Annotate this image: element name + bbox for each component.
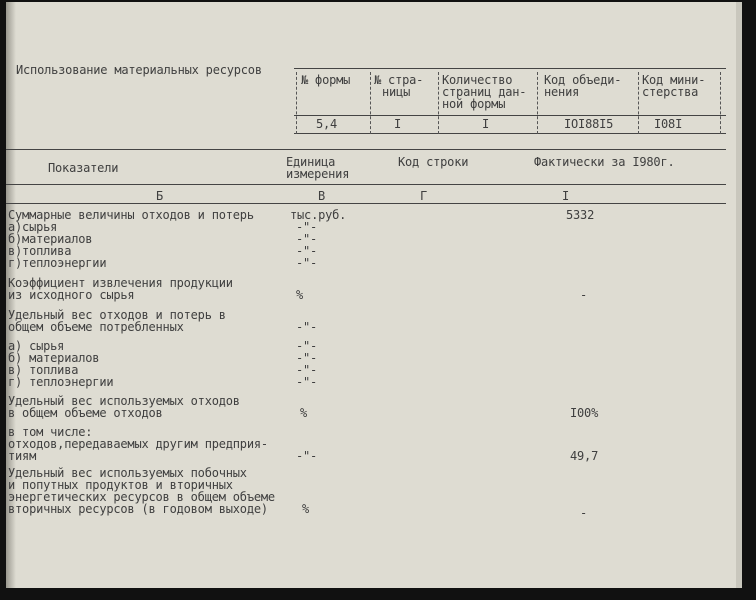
- row-used-waste-share-unit: %: [300, 406, 308, 420]
- row-total-waste-value: 5332: [566, 208, 595, 222]
- row-raw-materials: а)сырья: [8, 220, 58, 234]
- ditto-mark: -"-: [296, 256, 318, 270]
- header-table-divider: [296, 72, 297, 134]
- ditto-mark: -"-: [296, 220, 318, 234]
- row-extraction-coefficient: из исходного сырья: [8, 288, 135, 302]
- association-code-value: IOI88I5: [564, 117, 614, 131]
- ditto-mark: -"-: [296, 244, 318, 258]
- row-byproduct-share: и попутных продуктов и вторичных: [8, 478, 233, 492]
- header-table-divider: [720, 72, 721, 134]
- main-table-top-border: [6, 149, 726, 150]
- column-letter: В: [318, 189, 326, 203]
- header-table-bottom-border: [294, 133, 726, 134]
- header-page-number: № стра-: [374, 73, 424, 87]
- row-raw-materials: а) сырья: [8, 339, 65, 353]
- column-header-divider: [6, 184, 726, 185]
- row-total-waste-unit: тыс.руб.: [290, 208, 347, 222]
- header-page-number: ницы: [382, 85, 411, 99]
- ditto-mark: -"-: [296, 232, 318, 246]
- column-header-unit: измерения: [286, 167, 350, 181]
- column-letter: I: [562, 189, 570, 203]
- column-header-indicators: Показатели: [48, 161, 119, 175]
- header-table-mid-border: [294, 115, 726, 116]
- row-used-waste-share: в общем объеме отходов: [8, 406, 163, 420]
- page-number-value: I: [394, 117, 402, 131]
- row-byproduct-share: вторичных ресурсов (в годовом выходе): [8, 502, 268, 516]
- header-ministry-code: стерства: [642, 85, 699, 99]
- row-transferred-waste: тиям: [8, 449, 37, 463]
- row-waste-share: Удельный вес отходов и потерь в: [8, 308, 226, 322]
- row-transferred-waste-value: 49,7: [570, 449, 599, 463]
- page-edge: [736, 2, 742, 588]
- document-title: Использование материальных ресурсов: [16, 63, 262, 77]
- header-association-code: Код объеди-: [544, 73, 622, 87]
- row-used-waste-share-value: I00%: [570, 406, 599, 420]
- column-letter: Г: [420, 189, 428, 203]
- ministry-code-value: I08I: [654, 117, 683, 131]
- header-table-divider: [438, 72, 439, 134]
- header-form-number: № формы: [301, 73, 351, 87]
- row-waste-share: общем объеме потребленных: [8, 320, 184, 334]
- row-byproduct-share-unit: %: [302, 502, 310, 516]
- document-page: [6, 2, 742, 588]
- header-table-divider: [638, 72, 639, 134]
- form-number-value: 5,4: [316, 117, 338, 131]
- row-byproduct-share: энергетических ресурсов в общем объеме: [8, 490, 275, 504]
- row-materials: б) материалов: [8, 351, 100, 365]
- row-extraction-coefficient-unit: %: [296, 288, 304, 302]
- header-association-code: нения: [544, 85, 580, 99]
- row-extraction-coefficient: Коэффициент извлечения продукции: [8, 276, 233, 290]
- row-materials: б)материалов: [8, 232, 93, 246]
- ditto-mark: -"-: [296, 339, 318, 353]
- row-fuel: в) топлива: [8, 363, 79, 377]
- column-header-code: Код строки: [398, 155, 469, 169]
- column-letter: Б: [156, 189, 164, 203]
- ditto-mark: -"-: [296, 375, 318, 389]
- header-page-count: ной формы: [442, 97, 506, 111]
- row-heat-energy: г) теплоэнергии: [8, 375, 114, 389]
- row-fuel: в)топлива: [8, 244, 72, 258]
- ditto-mark: -"-: [296, 363, 318, 377]
- row-byproduct-share: Удельный вес используемых побочных: [8, 466, 247, 480]
- page-count-value: I: [482, 117, 490, 131]
- row-heat-energy: г)теплоэнергии: [8, 256, 107, 270]
- column-header-unit: Единица: [286, 155, 336, 169]
- row-used-waste-share: Удельный вес используемых отходов: [8, 394, 240, 408]
- ditto-mark: -"-: [296, 320, 318, 334]
- ditto-mark: -"-: [296, 449, 318, 463]
- ditto-mark: -"-: [296, 351, 318, 365]
- header-ministry-code: Код мини-: [642, 73, 706, 87]
- column-letter-divider: [6, 203, 726, 204]
- row-transferred-waste: отходов,передаваемых другим предприя-: [8, 437, 268, 451]
- header-page-count: страниц дан-: [442, 85, 527, 99]
- row-total-waste: Суммарные величины отходов и потерь: [8, 208, 254, 222]
- row-byproduct-share-value: -: [580, 506, 588, 520]
- row-including: в том числе:: [8, 425, 93, 439]
- column-header-actual: Фактически за I980г.: [534, 155, 675, 169]
- header-table-top-border: [294, 68, 726, 69]
- row-extraction-coefficient-value: -: [580, 288, 588, 302]
- header-table-divider: [537, 72, 538, 134]
- header-page-count: Количество: [442, 73, 513, 87]
- header-table-divider: [370, 72, 371, 134]
